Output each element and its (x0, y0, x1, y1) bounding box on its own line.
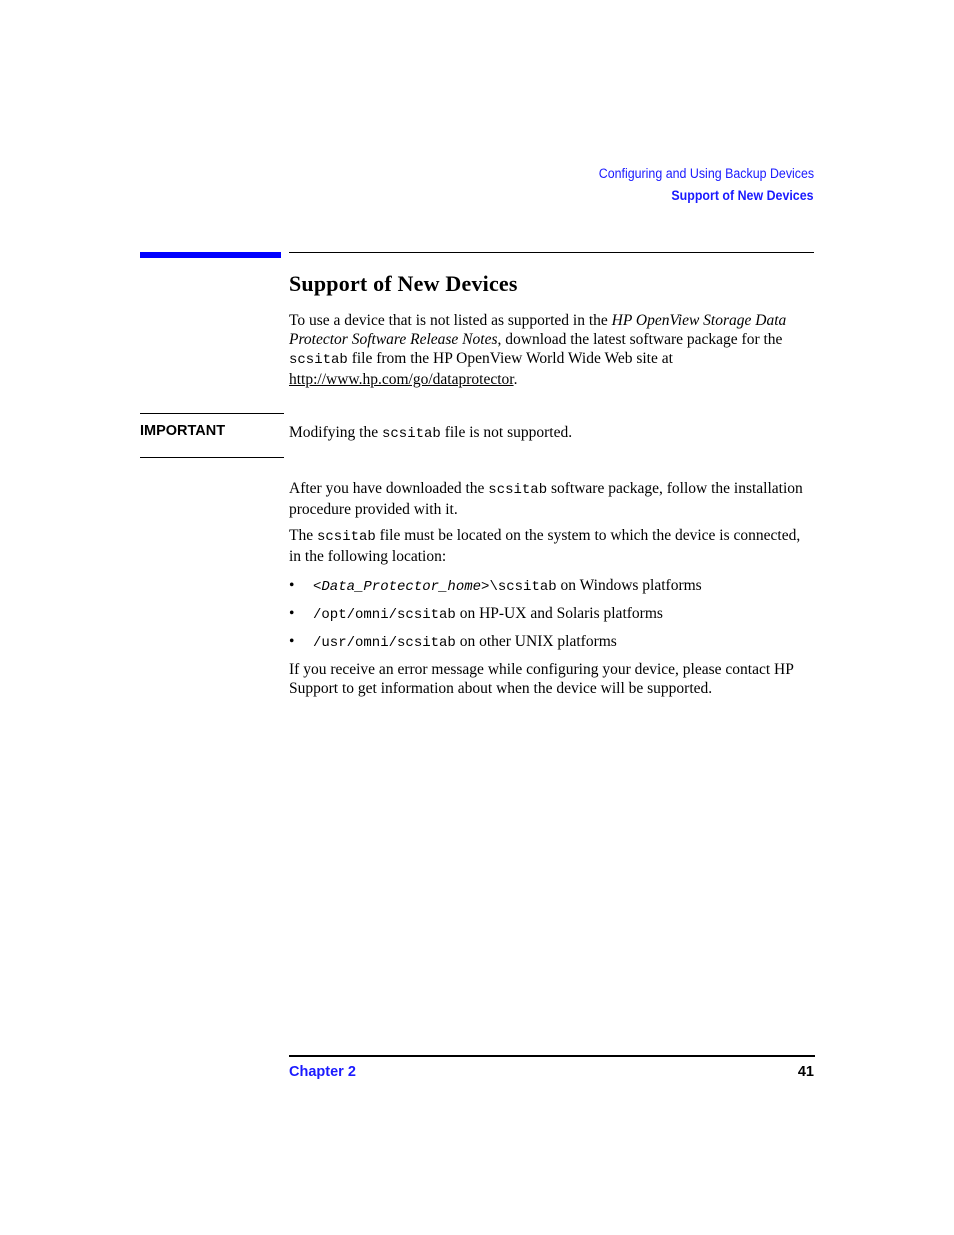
intro-text-1: To use a device that is not listed as supported in the (289, 312, 612, 329)
important-top-rule (140, 413, 284, 414)
bullet-icon: • (289, 605, 295, 622)
after-text-2: software package, follow the installation procedure provided with it. (289, 480, 803, 518)
section-marker-bar (140, 252, 281, 258)
list-item-text: on other UNIX platforms (455, 633, 617, 650)
after-download-paragraph (289, 479, 814, 519)
bullet-icon: • (289, 633, 295, 650)
intro-text-3: file from the HP OpenView World Wide Web site at (347, 350, 673, 367)
data-protector-home-var: <Data_Protector_home> (313, 579, 490, 595)
important-label: IMPORTANT (140, 423, 226, 439)
scsitab-code: scsitab (488, 482, 548, 498)
important-bottom-rule (140, 457, 284, 458)
running-head-chapter: Configuring and Using Backup Devices (598, 166, 814, 181)
intro-text-2: , download the latest software package for the (497, 331, 783, 348)
scsitab-code: scsitab (382, 426, 441, 442)
important-text (289, 423, 814, 444)
after-text-1: After you have downloaded the (289, 480, 489, 497)
list-item (289, 576, 814, 604)
section-rule (289, 252, 814, 253)
section-title: Support of New Devices (289, 271, 518, 296)
dataprotector-link[interactable]: http://www.hp.com/go/dataprotector (289, 371, 514, 388)
footer-chapter: Chapter 2 (289, 1064, 356, 1080)
important-text-2: file is not supported. (440, 424, 573, 441)
location-list (289, 576, 814, 660)
location-text-2: file must be located on the system to which the device is connected, in the following location: (289, 527, 801, 565)
list-item-code-path: \scsitab (489, 579, 557, 595)
list-item-code: /opt/omni/scsitab (313, 607, 456, 623)
list-item-text: on Windows platforms (556, 577, 702, 594)
intro-text-4: . (513, 371, 518, 388)
intro-paragraph (289, 311, 814, 389)
list-item (289, 604, 814, 632)
list-item-code: /usr/omni/scsitab (313, 635, 456, 651)
list-item-text: on HP-UX and Solaris platforms (455, 605, 663, 622)
bullet-icon: • (289, 577, 295, 594)
scsitab-code: scsitab (316, 529, 376, 545)
release-notes-title: HP OpenView Storage Data Protector Software Release Notes (289, 312, 787, 348)
important-text-1: Modifying the (289, 424, 382, 441)
location-paragraph (289, 526, 814, 566)
list-item-code (313, 579, 557, 595)
location-text-1: The (289, 527, 317, 544)
scsitab-code: scsitab (289, 352, 348, 368)
closing-paragraph: If you receive an error message while configuring your device, please contact HP Support to get information about when the device will be supported. (289, 661, 794, 697)
footer-rule (289, 1055, 815, 1057)
list-item (289, 632, 814, 660)
running-head-section: Support of New Devices (671, 188, 814, 203)
page-number: 41 (797, 1064, 814, 1080)
